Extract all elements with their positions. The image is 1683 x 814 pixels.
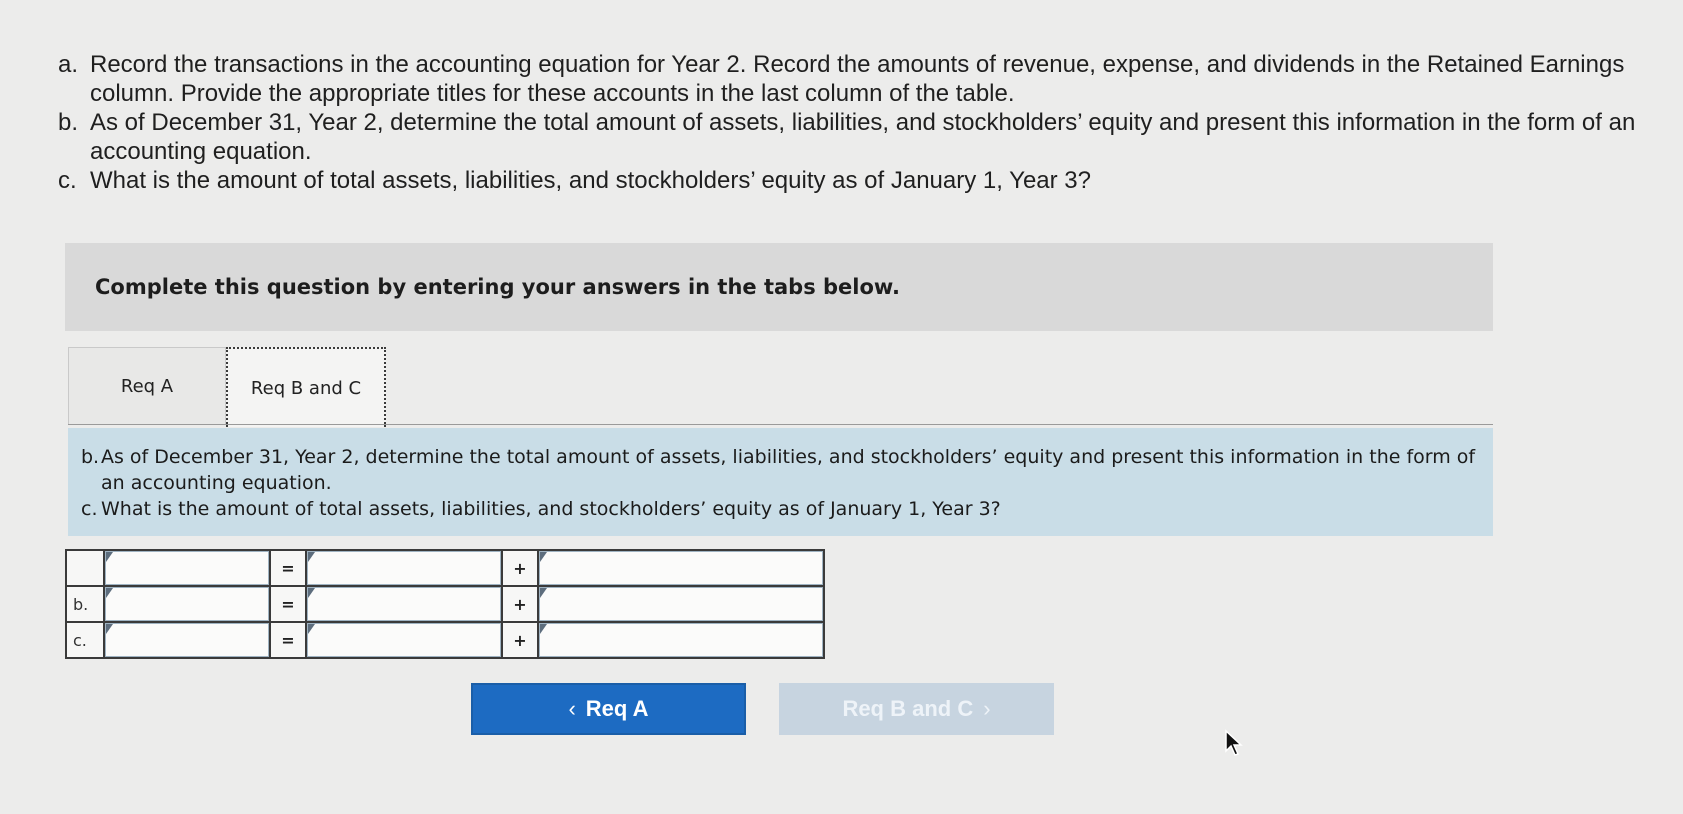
row-label: b. — [66, 586, 104, 622]
instruction-b — [58, 108, 1638, 166]
tab-bar — [68, 347, 386, 427]
plus-sign: + — [502, 550, 538, 586]
liabilities-cell[interactable] — [306, 586, 502, 622]
instruction-text: Record the transactions in the accounting equation for Year 2. Record the amounts of revenue, expense, and dividends in the Retained Earnings column. Provide the appropriate titles for these accounts in the last column of the table. — [90, 51, 1625, 107]
table-row — [66, 550, 824, 586]
liabilities-input[interactable] — [307, 623, 501, 657]
tab-req-a[interactable]: Req A — [68, 347, 226, 425]
question-letter: b. — [81, 446, 100, 468]
equity-cell[interactable] — [538, 586, 824, 622]
instruction-a — [58, 50, 1638, 108]
equals-sign: = — [270, 622, 306, 658]
question-text: As of December 31, Year 2, determine the total amount of assets, liabilities, and stockholders’ equity and present this information in the form of an accounting equation. — [101, 446, 1476, 494]
next-button-label: Req B and C — [842, 696, 974, 721]
liabilities-input[interactable] — [307, 551, 501, 585]
table-row — [66, 586, 824, 622]
prev-button-label: Req A — [585, 696, 649, 721]
instructions — [58, 50, 1638, 195]
instruction-letter: c. — [58, 167, 77, 194]
assets-cell[interactable] — [104, 550, 270, 586]
liabilities-cell[interactable] — [306, 622, 502, 658]
liabilities-cell[interactable] — [306, 550, 502, 586]
plus-sign: + — [502, 586, 538, 622]
prev-req-a-button[interactable] — [471, 683, 746, 735]
tab-divider — [68, 424, 1493, 425]
instruction-letter: a. — [58, 51, 79, 78]
equity-input[interactable] — [539, 551, 823, 585]
chevron-right-icon: › — [983, 696, 991, 721]
assets-input[interactable] — [105, 623, 269, 657]
next-req-b-and-c-button[interactable] — [779, 683, 1054, 735]
question-letter: c. — [81, 498, 98, 520]
equity-cell[interactable] — [538, 550, 824, 586]
instruction-text: As of December 31, Year 2, determine the total amount of assets, liabilities, and stockholders’ equity and present this information in the form of an accounting equation. — [90, 109, 1636, 165]
liabilities-input[interactable] — [307, 587, 501, 621]
equity-input[interactable] — [539, 587, 823, 621]
instruction-letter: b. — [58, 109, 79, 136]
question-c — [81, 496, 1493, 522]
equals-sign: = — [270, 586, 306, 622]
question-b — [81, 444, 1493, 496]
assets-input[interactable] — [105, 587, 269, 621]
row-label — [66, 550, 104, 586]
assets-cell[interactable] — [104, 622, 270, 658]
banner-text: Complete this question by entering your answers in the tabs below. — [95, 275, 900, 299]
equity-cell[interactable] — [538, 622, 824, 658]
instruction-banner — [65, 243, 1493, 331]
row-label: c. — [66, 622, 104, 658]
instruction-c — [58, 166, 1638, 195]
plus-sign: + — [502, 622, 538, 658]
equity-input[interactable] — [539, 623, 823, 657]
question-panel — [68, 428, 1493, 536]
chevron-left-icon: ‹ — [568, 696, 576, 721]
equation-table — [65, 549, 825, 659]
tab-req-b-and-c[interactable]: Req B and C — [226, 347, 386, 427]
equals-sign: = — [270, 550, 306, 586]
table-row — [66, 622, 824, 658]
assets-input[interactable] — [105, 551, 269, 585]
mouse-cursor-icon — [1224, 729, 1244, 757]
instruction-text: What is the amount of total assets, liabilities, and stockholders’ equity as of January 1, Year 3? — [90, 167, 1092, 194]
assets-cell[interactable] — [104, 586, 270, 622]
question-text: What is the amount of total assets, liabilities, and stockholders’ equity as of January 1, Year 3? — [101, 498, 1001, 520]
